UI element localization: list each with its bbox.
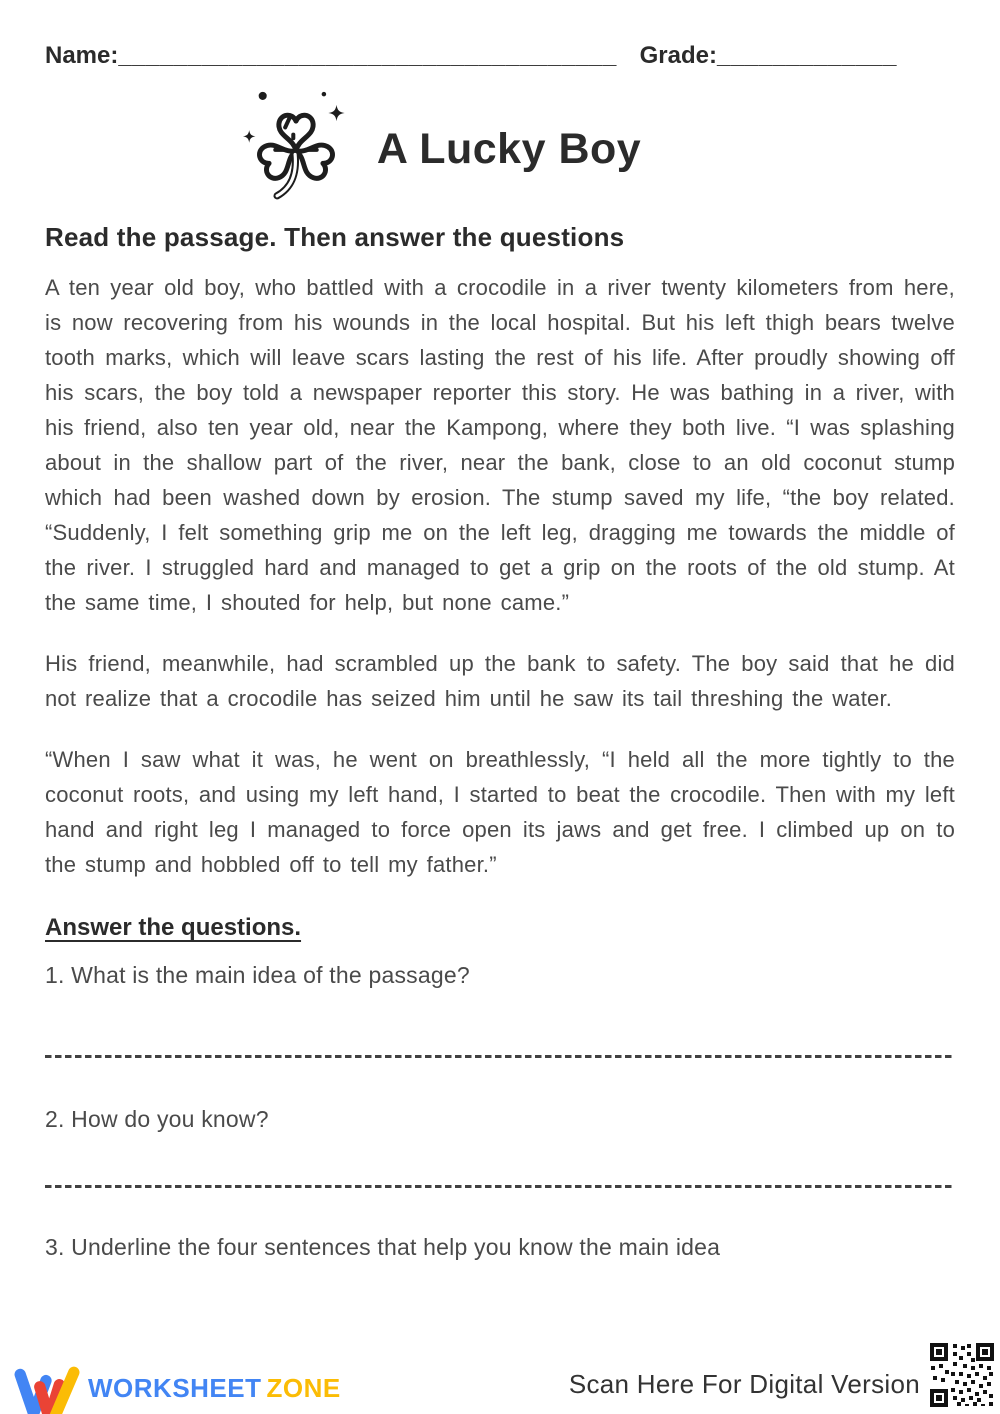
answer-questions-heading: Answer the questions. <box>45 914 302 941</box>
name-field <box>45 42 617 70</box>
answer-line-2[interactable] <box>45 1185 955 1188</box>
title-row <box>0 86 893 212</box>
grade-field <box>640 42 897 70</box>
question-1: 1. What is the main idea of the passage? <box>45 962 470 988</box>
passage-paragraph-1: A ten year old boy, who battled with a crocodile in a river twenty kilometers from here, is now recovering from his wounds in the local hospital. But his left thigh bears twelve tooth marks, which will leave scars lasting the rest of his life. After proudly showing off his scars, the boy told a newspaper reporter this story. He was bathing in a river, with his friend, also ten year old, near the Kampong, where they both live. “I was splashing about in the shallow part of the river, near the bank, close to an old coconut stump which had been washed down by erosion. The stump saved my life, “the boy related. “Suddenly, I felt something grip me on the left leg, dragging me towards the middle of the river. I struggled hard and managed to get a grip on the roots of the old stump. At the same time, I shouted for help, but none came.” <box>45 275 955 615</box>
brand-text <box>88 1373 341 1404</box>
answer-line-1[interactable] <box>45 1055 955 1058</box>
name-blank-line[interactable]: ____________________________________ <box>118 42 617 69</box>
worksheetzone-w-icon <box>14 1364 80 1414</box>
passage-paragraph-3: “When I saw what it was, he went on breathlessly, “I held all the more tightly to the coconut roots, and using my left hand, I started to beat the crocodile. Then with my left hand and right leg I managed to force open its jaws and get free. I climbed up on to the stump and hobbled off to tell my father.” <box>45 747 955 877</box>
grade-blank-line[interactable]: _____________ <box>716 42 897 69</box>
scan-here-text: Scan Here For Digital Version <box>568 1369 920 1399</box>
page-title: A Lucky Boy <box>376 124 642 173</box>
qr-code <box>929 1342 995 1408</box>
brand-worksheet-label: WORKSHEET <box>88 1372 262 1403</box>
shamrock-icon <box>235 86 357 212</box>
passage-paragraph-2: His friend, meanwhile, had scrambled up the bank to safety. The boy said that he did not realize that a crocodile has seized him until he saw its tail threshing the water. <box>45 651 955 711</box>
brand-zone-label: ZONE <box>266 1372 341 1403</box>
instructions-heading: Read the passage. Then answer the questions <box>45 222 625 252</box>
question-3: 3. Underline the four sentences that help you know the main idea <box>45 1234 721 1260</box>
name-grade-row <box>45 42 955 70</box>
footer <box>0 1336 1000 1414</box>
question-2: 2. How do you know? <box>45 1106 269 1132</box>
worksheetzone-logo <box>14 1364 341 1412</box>
grade-label: Grade: <box>639 42 717 69</box>
name-label: Name: <box>45 42 119 69</box>
